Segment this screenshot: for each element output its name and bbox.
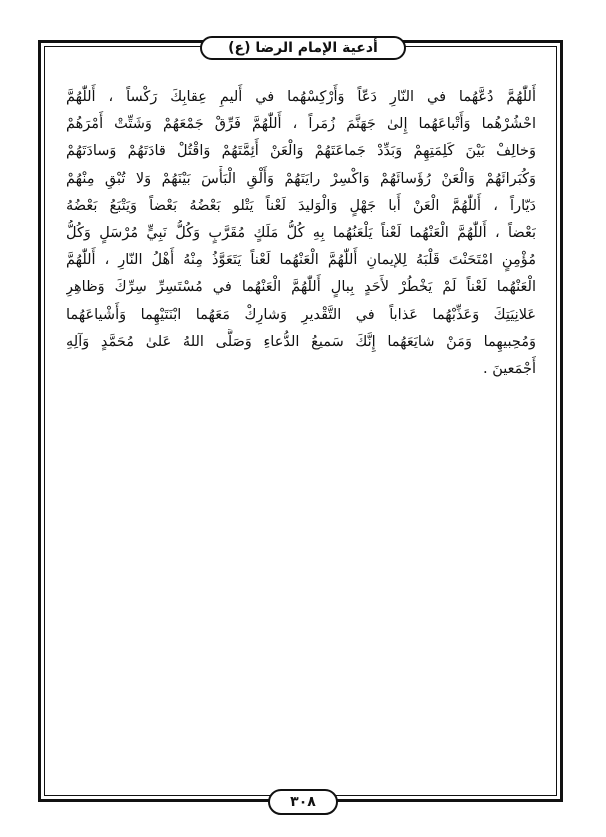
text-line: بَعْضاً ، أَللّٰهُمَّ الْعَنْهُما لَعْناً يَلْعَنُهُما بِهِ كُلُّ مَلَكٍ مُقَرَّبٍ وَكُلُّ نَبِيٍّ مُرْسَلٍ وَكُلُّ (66, 224, 536, 241)
page-number-badge (268, 789, 338, 815)
header-banner (200, 36, 406, 60)
text-line: احْشُرْهُما وَأَتْباعَهُما إِلىٰ جَهَنَّمَ زُمَراً ، أَللّٰهُمَّ فَرِّقْ جَمْعَهُمْ وَشَتِّتْ أَمْرَهُمْ (66, 116, 536, 133)
text-line: وَمُحِبيهِما وَمَنْ شايَعَهُما إِنَّكَ سَميعُ الدُّعاءِ وَصَلَّى اللهُ عَلىٰ مُحَمَّدٍ وَآلِهِ (66, 333, 536, 350)
text-line: مُؤْمِنٍ امْتَحَنْتَ قَلْبَهُ لِلإيمانِ أَللّٰهُمَّ الْعَنْهُما لَعْناً يَتَعَوَّذُ مِنْهُ أَهْلُ النّارِ ، أَللّٰهُمَّ (66, 252, 536, 269)
prayer-text (66, 84, 536, 383)
page-title: أدعية الإمام الرضا (ع) (228, 40, 378, 56)
text-line: وَكُبَرائَهُمْ وَالْعَنْ رُؤَسائَهُمْ وَاكْسِرْ رايَتَهُمْ وَأَلْقِ الْبَأْسَ بَيْنَهُمْ وَلا تُبْقِ مِنْهُمْ (66, 170, 536, 187)
text-line: أَللّٰهُمَّ دُعَّهُما في النّارِ دَعّاً وَأَرْكِسْهُما في أَليمِ عِقابِكَ رَكْساً ، أَللّٰهُمَّ (66, 89, 536, 105)
text-line: الْعَنْهُما لَعْناً لَمْ يَخْطُرْ لأَحَدٍ بِبالٍ أَللّٰهُمَّ الْعَنْهُما في مُسْتَسِرِّ سِرِّكَ وَظاهِرِ (66, 279, 536, 296)
text-line: وَخالِفْ بَيْنَ كَلِمَتِهِمْ وَبَدِّدْ جَماعَتَهُمْ وَالْعَنْ أَئِمَّتَهُمْ وَاقْتُلْ قادَتَهُمْ وَسادَتَهُمْ (66, 143, 536, 160)
page-number: ٣٠٨ (290, 794, 316, 810)
text-line: أَجْمَعينَ . (482, 360, 536, 377)
text-line: دَيّاراً ، أَللّٰهُمَّ الْعَنْ أَبا جَهْلٍ وَالْوَليدَ لَعْناً يَتْلو بَعْضُهُ بَعْضاً وَيَتْبَعُ بَعْضُهُ (66, 197, 536, 214)
text-line: عَلانِيَتِكَ وَعَذِّبْهُما عَذاباً في التَّقْديرِ وَشارِكْ مَعَهُما ابْنَتَيْهِما وَأَشْياعَهُما (66, 306, 536, 323)
